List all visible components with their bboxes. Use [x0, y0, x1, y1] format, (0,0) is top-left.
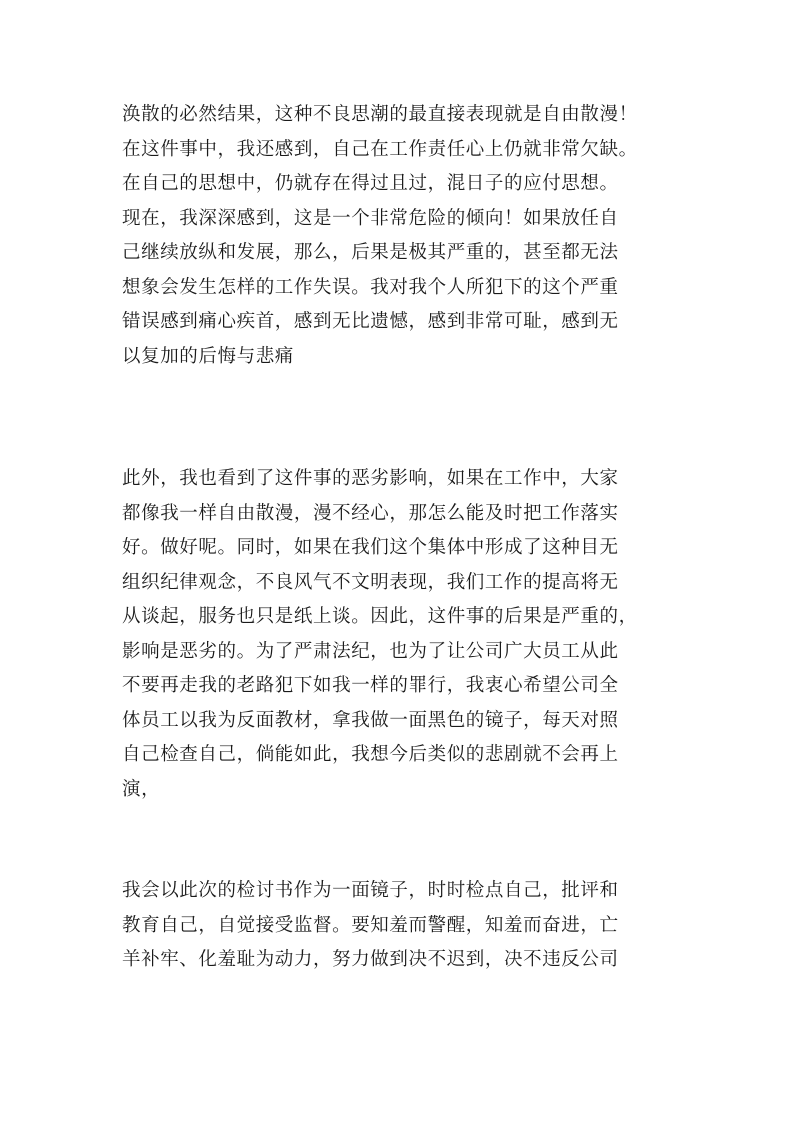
paragraph-line: 羊补牢、化羞耻为动力，努力做到决不迟到，决不违反公司 [122, 949, 619, 970]
paragraph-line: 己继续放纵和发展，那么，后果是极其严重的，甚至都无法 [122, 242, 619, 263]
paragraph-line: 影响是恶劣的。为了严肃法纪，也为了让公司广大员工从此 [122, 640, 619, 662]
paragraph-line: 以复加的后悔与悲痛 [122, 345, 294, 367]
paragraph-line: 从谈起，服务也只是纸上谈。因此，这件事的后果是严重的， [122, 606, 638, 627]
paragraph-line: 在这件事中，我还感到，自己在工作责任心上仍就非常欠缺。 [122, 138, 638, 160]
paragraph-line: 此外，我也看到了这件事的恶劣影响，如果在工作中，大家 [122, 468, 619, 489]
paragraph-line: 想象会发生怎样的工作失误。我对我个人所犯下的这个严重 [122, 276, 619, 298]
paragraph-line: 在自己的思想中，仍就存在得过且过，混日子的应付思想。 [122, 173, 619, 194]
paragraph-line: 都像我一样自由散漫，漫不经心，那怎么能及时把工作落实 [122, 502, 619, 524]
paragraph-3 [122, 874, 692, 978]
paragraph-line: 自己检查自己，倘能如此，我想今后类似的悲剧就不会再上 [122, 744, 619, 765]
paragraph-line: 教育自己，自觉接受监督。要知羞而警醒，知羞而奋进，亡 [122, 914, 619, 936]
paragraph-line: 好。做好呢。同时，如果在我们这个集体中形成了这种目无 [122, 537, 619, 558]
paragraph-line: 体员工以我为反面教材，拿我做一面黑色的镜子，每天对照 [122, 709, 619, 731]
paragraph-line: 错误感到痛心疾首，感到无比遗憾，感到非常可耻，感到无 [122, 311, 619, 332]
paragraph-line: 演， [122, 778, 161, 800]
paragraph-line: 不要再走我的老路犯下如我一样的罪行，我衷心希望公司全 [122, 675, 619, 696]
paragraph-line: 我会以此次的检讨书作为一面镜子，时时检点自己，批评和 [122, 880, 619, 901]
paragraph-1 [122, 98, 692, 374]
paragraph-line: 现在，我深深感到，这是一个非常危险的倾向！如果放任自 [122, 207, 619, 229]
paragraph-line: 组织纪律观念，不良风气不文明表现，我们工作的提高将无 [122, 571, 619, 593]
paragraph-line: 涣散的必然结果，这种不良思潮的最直接表现就是自由散漫！ [122, 104, 638, 125]
paragraph-2 [122, 462, 692, 807]
